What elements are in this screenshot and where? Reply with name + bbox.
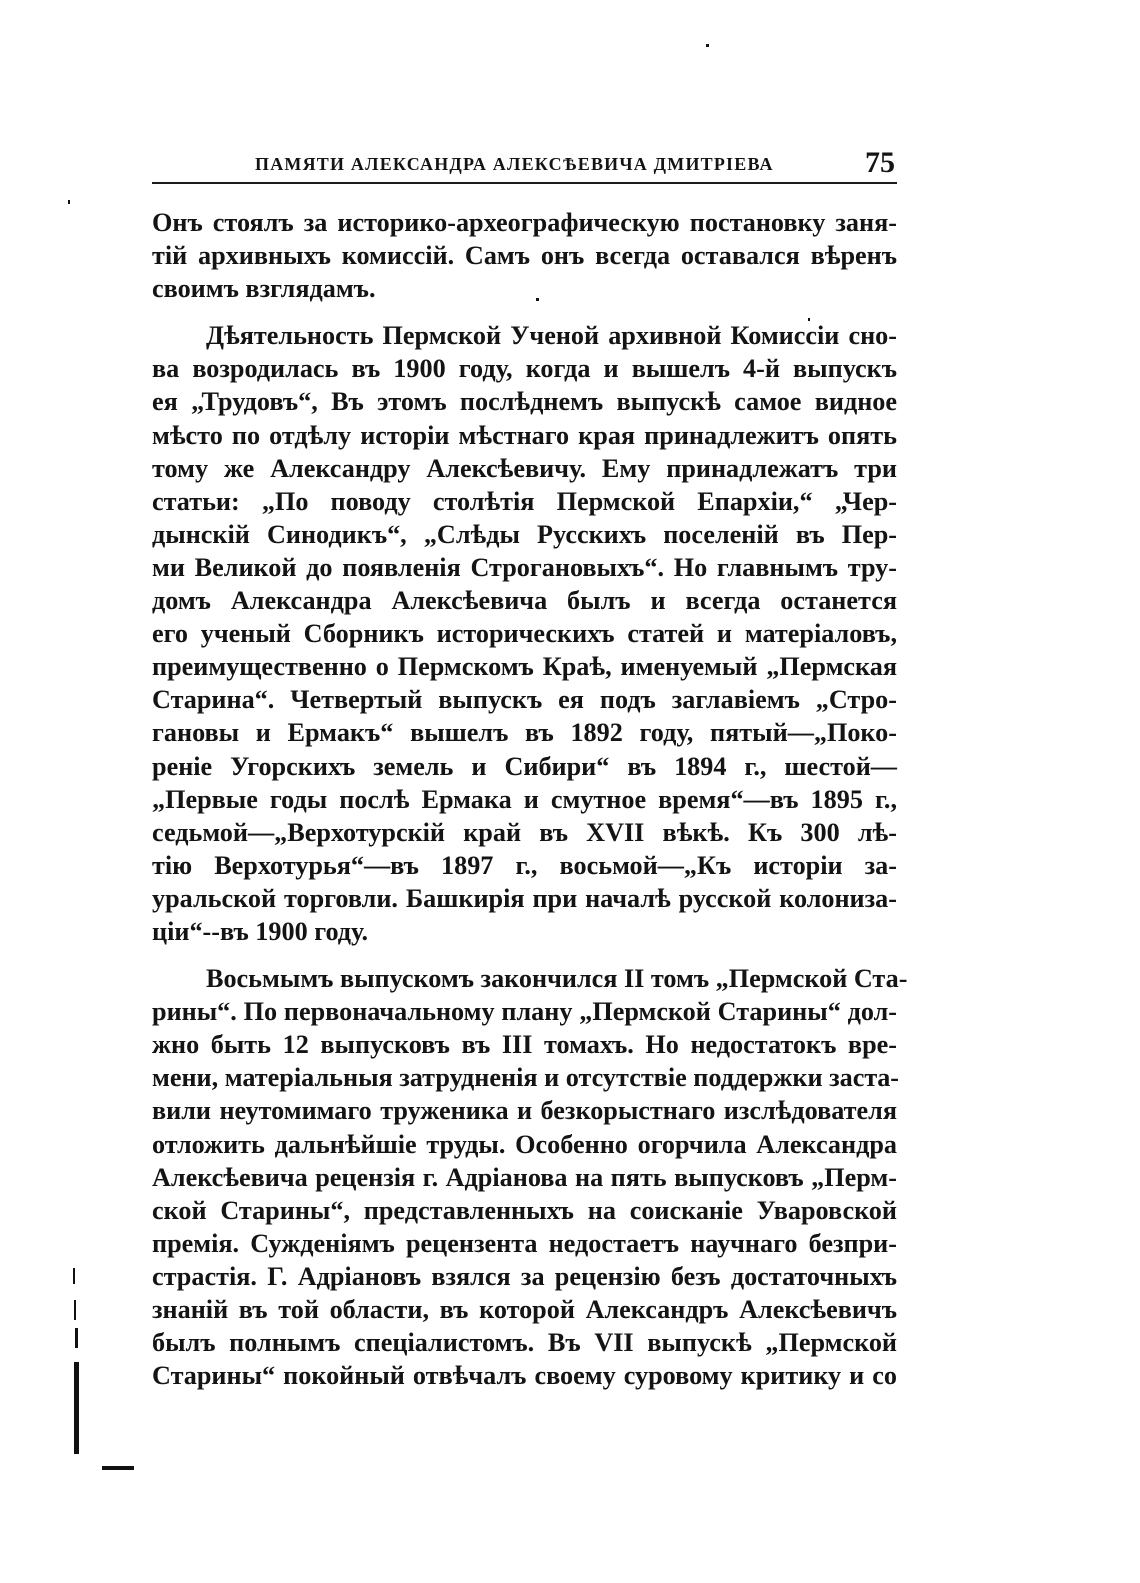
text-line: ціи“--въ 1900 году. [152, 916, 369, 946]
text-line: преимущественно о Пермскомъ Краѣ, именуемый „Пермская [152, 652, 897, 682]
text-line: реніе Угорскихъ земель и Сибири“ въ 1894 г., шестой— [152, 751, 897, 781]
text-line: жно быть 12 выпусковъ въ III томахъ. Но недостатокъ вре- [152, 1030, 897, 1060]
text-line: домъ Александра Алексѣевича былъ и всегда останется [152, 586, 897, 616]
text-line: вили неутомимаго труженика и безкорыстнаго изслѣдователя [152, 1096, 897, 1126]
text-line: седьмой—„Верхотурскій край въ XVII вѣкѣ. Къ 300 лѣ- [152, 817, 897, 847]
text-line: дынскій Синодикъ“, „Слѣды Русскихъ поселеній въ Пер- [152, 519, 897, 549]
text-line: Старина“. Четвертый выпускъ ея подъ заглавіемъ „Стро- [152, 685, 897, 715]
scan-edge-mark [73, 1268, 75, 1284]
text-line: Восьмымъ выпускомъ закончился II томъ „Пермской Ста- [206, 964, 908, 994]
text-line: мени, матеріальныя затрудненія и отсутствіе поддержки застa- [152, 1063, 900, 1093]
text-line: страстія. Г. Адріановъ взялся за рецензію безъ достаточныхъ [152, 1261, 897, 1291]
body-text [152, 206, 908, 1392]
paragraph-2 [152, 319, 897, 948]
text-line: ва возродилась въ 1900 году, когда и вышелъ 4-й выпускъ [152, 354, 897, 384]
text-line: своимъ взглядамъ. [152, 274, 376, 304]
scan-speck [808, 318, 810, 321]
text-line: тію Верхотурья“—въ 1897 г., восьмой—„Къ исторіи за- [152, 850, 897, 880]
text-line: уральской торговли. Башкирія при началѣ русской колониза- [152, 883, 897, 913]
scan-speck [536, 298, 539, 301]
text-line: Дѣятельность Пермской Ученой архивной Комиссіи сно- [206, 321, 897, 351]
text-line: ми Великой до появленія Строгановыхъ“. Но главнымъ тру- [152, 552, 897, 582]
text-line: ской Старины“, представленныхъ на соисканіе Уваровской [152, 1195, 897, 1225]
text-line: тій архивныхъ комиссій. Самъ онъ всегда оставался вѣренъ [152, 241, 897, 271]
running-title: ПАМЯТИ АЛЕКСАНДРА АЛЕКСѢЕВИЧА ДМИТРІЕВА [255, 154, 774, 174]
paragraph-3 [152, 962, 908, 1392]
text-line: Онъ стоялъ за историко-археографическую постановку заня- [152, 208, 897, 237]
scan-edge-mark [74, 1362, 79, 1454]
text-line: отложить дальнѣйшіе труды. Особенно огорчила Александра [152, 1129, 897, 1159]
text-line: мѣсто по отдѣлу исторіи мѣстнаго края принадлежитъ опять [152, 420, 897, 450]
text-line: рины“. По первоначальному плану „Пермской Старины“ дол- [152, 997, 897, 1027]
page-header [152, 146, 897, 184]
scan-edge-mark [74, 1300, 76, 1320]
scan-edge-mark [102, 1466, 134, 1470]
scan-speck [68, 200, 70, 204]
text-line: премія. Сужденіямъ рецензента недостаетъ научнаго безпри- [152, 1228, 897, 1258]
text-line: „Первые годы послѣ Ермака и смутное время“—въ 1895 г., [152, 784, 897, 814]
text-line: статьи: „По поводу столѣтія Пермской Епархіи,“ „Чер- [152, 486, 897, 516]
text-line: его ученый Сборникъ историческихъ статей и матеріаловъ, [152, 619, 897, 649]
paragraph-1 [152, 206, 897, 305]
scan-speck [706, 44, 709, 47]
text-line: былъ полнымъ спеціалистомъ. Въ VII выпускѣ „Пермской [152, 1328, 897, 1358]
scan-edge-mark [75, 1328, 78, 1348]
text-line: Алексѣевича рецензія г. Адріанова на пять выпусковъ „Перм- [152, 1162, 897, 1192]
page-number: 75 [865, 146, 895, 179]
text-line: ея „Трудовъ“, Въ этомъ послѣднемъ выпускѣ самое видное [152, 387, 897, 417]
text-line: гановы и Ермакъ“ вышелъ въ 1892 году, пятый—„Поко- [152, 718, 897, 748]
text-line: Старины“ покойный отвѣчалъ своему суровому критику и со [152, 1361, 897, 1391]
text-line: знаній въ той области, въ которой Александръ Алексѣевичъ [152, 1295, 897, 1324]
text-line: тому же Александру Алексѣевичу. Ему принадлежатъ три [152, 453, 897, 483]
